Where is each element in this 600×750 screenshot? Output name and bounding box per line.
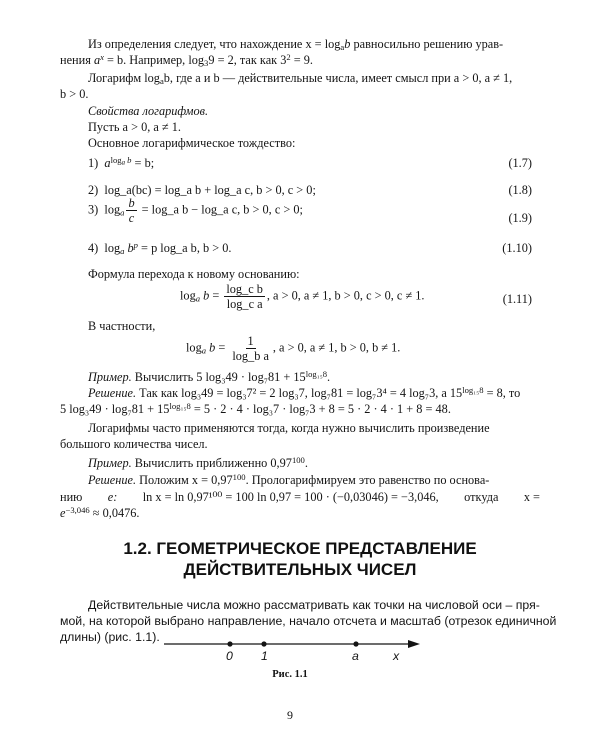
properties-title: Свойства логарифмов.: [88, 104, 209, 118]
point-a: [353, 641, 358, 646]
section-title-line2: ДЕЙСТВИТЕЛЬНЫХ ЧИСЕЛ: [183, 560, 417, 579]
intro-line3: длины) (рис. 1.1).: [60, 630, 160, 644]
special-formula: $\log_a b$ = $\frac{1}{\text{log\_b a}}$ , a > 0, a ≠ 1, b > 0, b ≠ 1.: [186, 334, 401, 364]
solution-2-line2: нию e: ln x = ln 0,97¹⁰⁰ = 100 ln 0,97 = 100 · (−0,03046) = −3,046, откуда x =: [60, 490, 540, 504]
formula-1-10: 4) $\log_a b^p = p$ log_a b, b > 0.: [88, 240, 232, 257]
figure-caption: Рис. 1.1: [272, 669, 308, 680]
label-x: x: [393, 649, 400, 663]
section-title-line1: 1.2. ГЕОМЕТРИЧЕСКОЕ ПРЕДСТАВЛЕНИЕ: [123, 539, 477, 558]
label-zero: 0: [226, 649, 233, 663]
solution-1-line2: 5 $\log_349 \cdot \log_781 + 15^{log_{15}8} = 5 \cdot 2 \cdot 4 \cdot \log_37 \cdot \log_73 + 8 = 5 \cdot 2 \cdot 4 \cdot 1 + 8 = 48$.: [60, 401, 451, 416]
transition-label: Формула перехода к новому основанию:: [88, 267, 300, 281]
p2-line1: Логарифм $\log_ab$, где a и b — действительные числа, имеет смысл при a > 0, a ≠ 1,: [88, 71, 513, 87]
number-line-arrow: [408, 640, 420, 648]
p2-line2: b > 0.: [60, 87, 89, 101]
point-zero: [227, 641, 232, 646]
eqnum-1-7: (1.7): [508, 156, 532, 170]
p1-line1: Из определения следует, что нахождение $x = \log_ab$ равносильно решению урав-: [88, 37, 504, 53]
formula-1-8: 2) log_a(bc) = log_a b + log_a c, b > 0, c > 0;: [88, 183, 316, 197]
transition-frac-num: log_c b: [226, 282, 263, 296]
eqnum-1-8: (1.8): [508, 183, 532, 197]
formula-1-9: 3) $\log_a$ $\frac{b}{c}$ = log_a b − log_a c, b > 0, c > 0;: [88, 196, 303, 226]
example-2: Пример. Вычислить приближенно 0,97$^{100}$.: [88, 455, 308, 470]
label-a: a: [352, 649, 359, 663]
intro-line2: мой, на которой выбрано направление, начало отсчета и масштаб (отрезок единичной: [60, 614, 557, 628]
note-line1: Логарифмы часто применяются тогда, когда нужно вычислить произведение: [88, 421, 490, 435]
example-1: Пример. Вычислить 5 $\log_349 \cdot \log_781 + 15^{log_{15}8}$.: [88, 369, 331, 384]
properties-basic: Основное логарифмическое тождество:: [88, 136, 296, 150]
eqnum-1-11: (1.11): [502, 292, 532, 306]
note-line2: большого количества чисел.: [60, 437, 208, 451]
formula-1-7: 1) $a^{log_a b} = b$;: [88, 155, 155, 170]
label-one: 1: [261, 649, 268, 663]
transition-formula: $\log_a b$ = $\frac{\text{log\_c b}}{\text{log\_c a}}$ , a > 0, a ≠ 1, b > 0, c > 0, c ≠ 1.: [180, 282, 425, 312]
solution-1-line1: Решение. Так как log₃49 = log₃7² = 2 log₃7, log₇81 = log₇3⁴ = 4 log₇3, а $15^{log_{15}8} = 8$, то: [88, 385, 521, 400]
p1-line2: нения $a^x = b$. Например, $\log_39 = 2$, так как $3^2 = 9$.: [60, 52, 313, 69]
intro-line1: Действительные числа можно рассматривать как точки на числовой оси – пря-: [88, 598, 540, 612]
point-one: [261, 641, 266, 646]
eqnum-1-10: (1.10): [502, 241, 532, 255]
properties-let: Пусть a > 0, a ≠ 1.: [88, 120, 181, 134]
number-line-figure: [0, 630, 600, 670]
page-number: 9: [287, 708, 293, 722]
transition-frac-den: log_c a: [226, 297, 263, 312]
solution-2-line3: $e^{-3,046} \approx 0,0476$.: [60, 505, 140, 520]
special-label: В частности,: [88, 319, 156, 333]
solution-2-line1: Решение. Положим $x = 0,97^{100}$. Прологарифмируем это равенство по основа-: [88, 472, 490, 487]
eqnum-1-9: (1.9): [508, 211, 532, 225]
